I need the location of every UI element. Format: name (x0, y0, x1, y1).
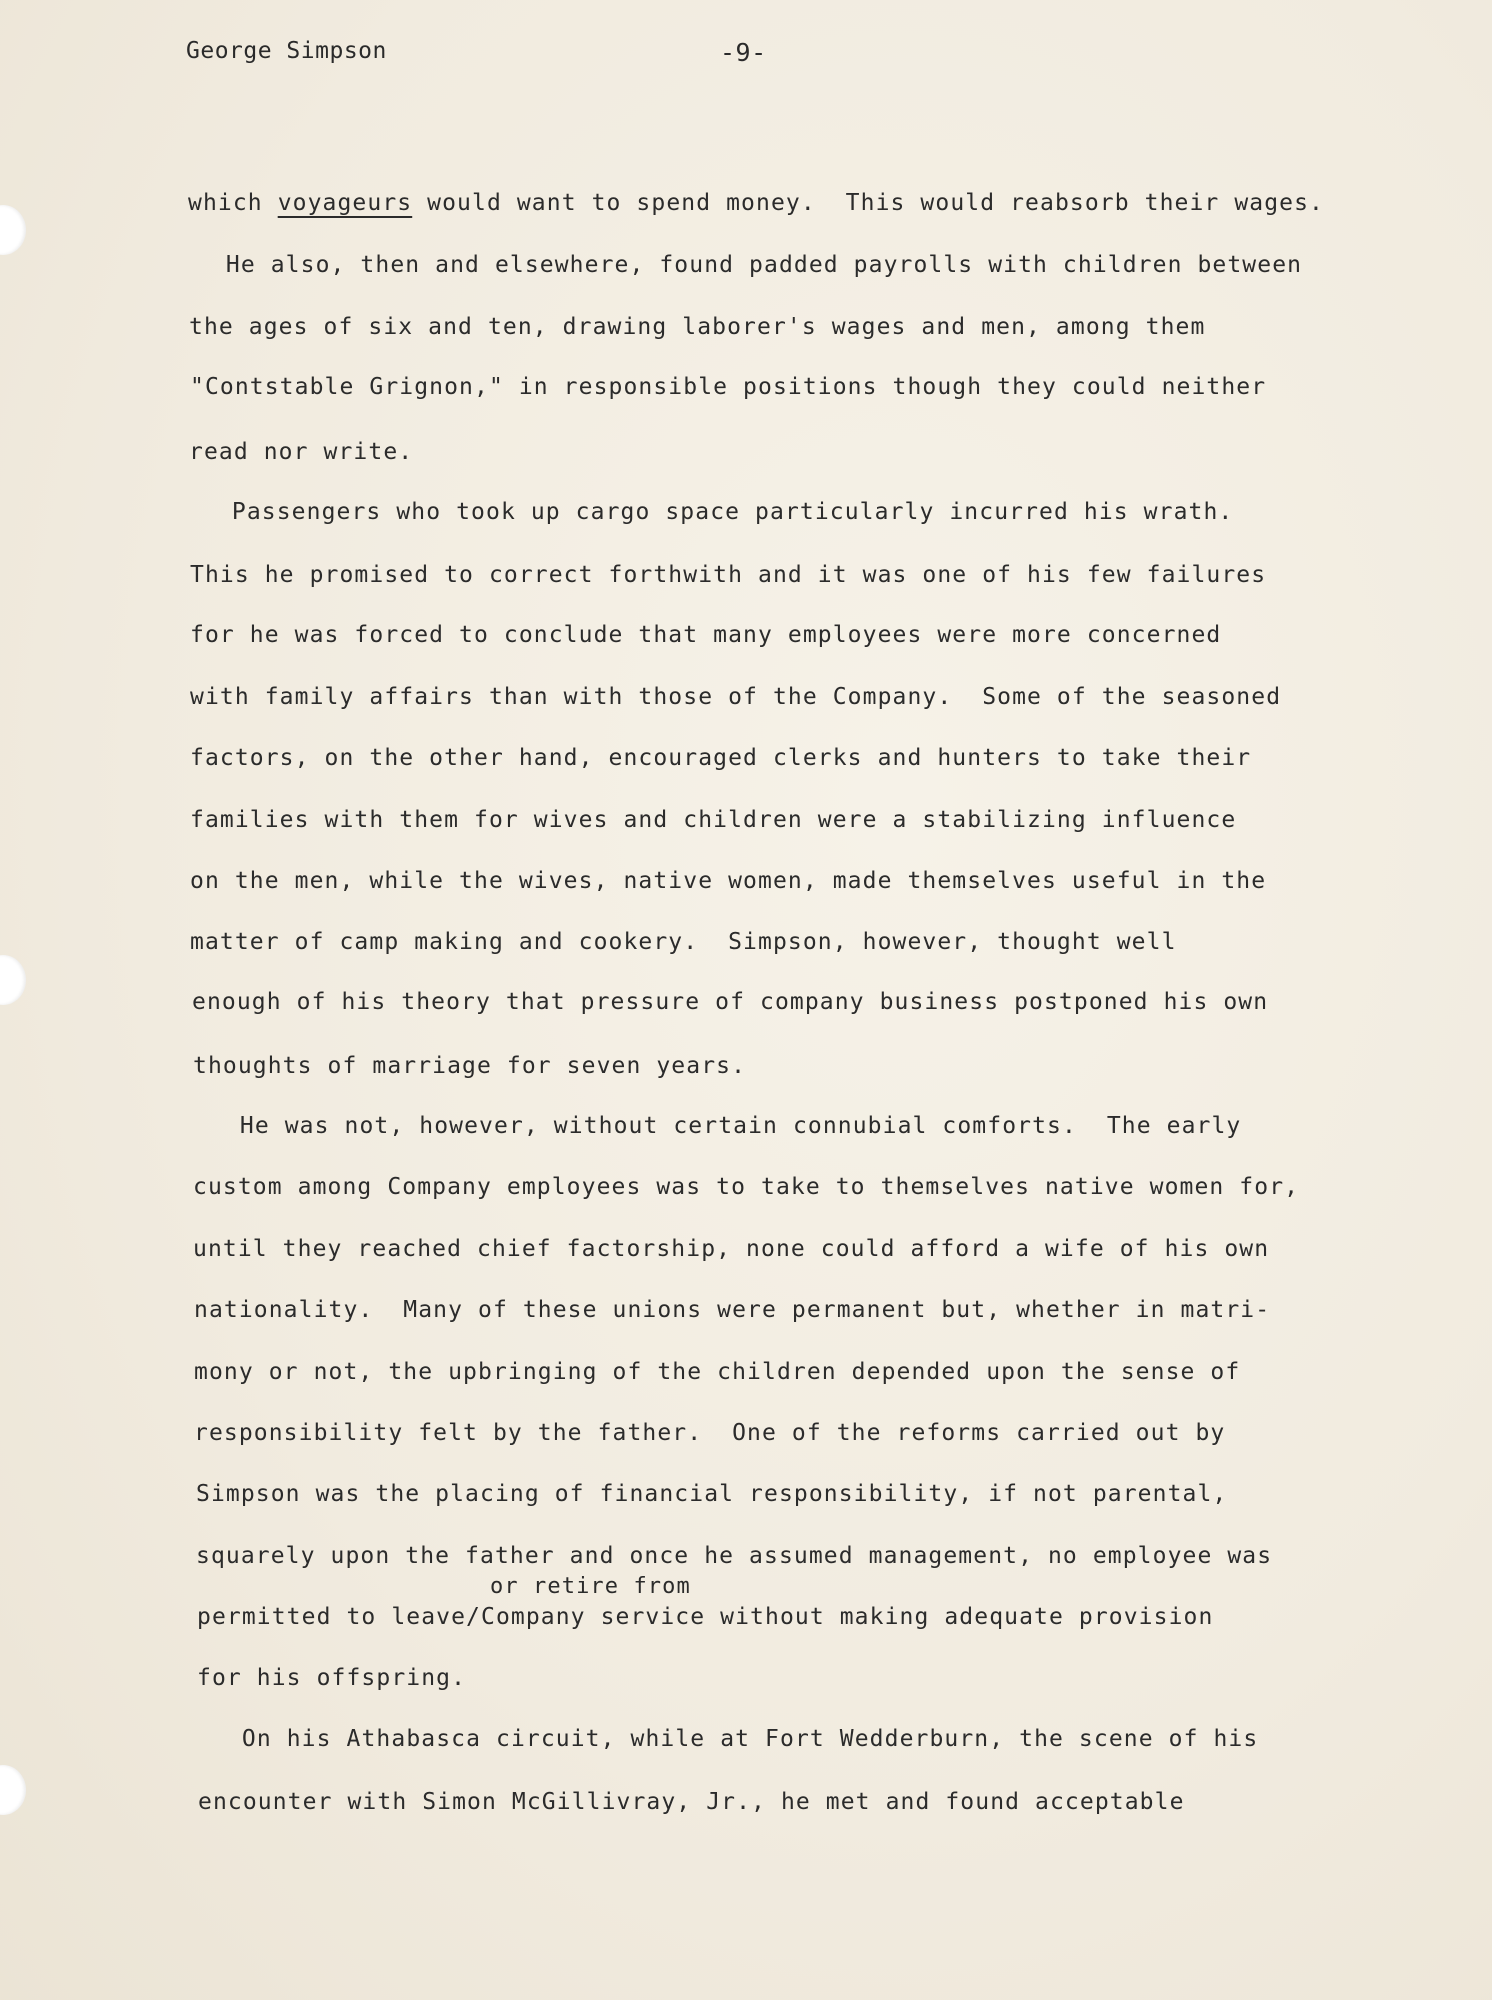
body-line-3: the ages of six and ten, drawing laborer's wages and men, among them (189, 314, 1206, 340)
punch-hole-bottom (0, 1765, 26, 1815)
underlined-word: voyageurs (277, 190, 413, 216)
body-line-11: families with them for wives and children were a stabilizing influence (190, 807, 1237, 833)
body-line-1-pre: which (188, 190, 278, 216)
body-line-18: until they reached chief factorship, none could afford a wife of his own (193, 1236, 1270, 1262)
body-line-20: mony or not, the upbringing of the children depended upon the sense of (194, 1359, 1241, 1385)
body-line-24: permitted to leave/Company service without making adequate provision (197, 1604, 1214, 1630)
body-line-15: thoughts of marriage for seven years. (193, 1053, 747, 1079)
page-header (186, 38, 1336, 72)
body-line-7: This he promised to correct forthwith and it was one of his few failures (190, 562, 1267, 588)
body-line-5: read nor write. (189, 439, 414, 465)
body-line-10: factors, on the other hand, encouraged clerks and hunters to take their (190, 745, 1252, 771)
body-line-13: matter of camp making and cookery. Simpson, however, thought well (190, 929, 1177, 955)
body-line-22: Simpson was the placing of financial responsibility, if not parental, (196, 1481, 1228, 1507)
body-line-8: for he was forced to conclude that many employees were more concerned (190, 622, 1222, 648)
body-line-1-post: would want to spend money. This would reabsorb their wages. (412, 190, 1324, 216)
body-line-26: On his Athabasca circuit, while at Fort Wedderburn, the scene of his (212, 1726, 1259, 1752)
body-line-23: squarely upon the father and once he assumed management, no employee was (196, 1543, 1273, 1569)
body-line-17: custom among Company employees was to take to themselves native women for, (193, 1174, 1300, 1200)
body-line-27: encounter with Simon McGillivray, Jr., he met and found acceptable (198, 1789, 1185, 1815)
interlinear-insertion: or retire from (490, 1574, 691, 1599)
body-line-21: responsibility felt by the father. One of the reforms carried out by (194, 1420, 1226, 1446)
punch-hole-middle (0, 955, 26, 1005)
body-line-19: nationality. Many of these unions were permanent but, whether in matri- (194, 1297, 1271, 1323)
body-line-4: "Contstable Grignon," in responsible positions though they could neither (190, 374, 1267, 400)
header-author: George Simpson (186, 38, 387, 64)
body-line-9: with family affairs than with those of the Company. Some of the seasoned (190, 684, 1282, 710)
body-line-2: He also, then and elsewhere, found padded payrolls with children between (196, 252, 1303, 278)
body-line-25: for his offspring. (197, 1665, 467, 1691)
punch-hole-top (0, 205, 26, 255)
body-line-14: enough of his theory that pressure of company business postponed his own (192, 989, 1269, 1015)
body-line-6: Passengers who took up cargo space particularly incurred his wrath. (202, 499, 1234, 525)
body-line-16: He was not, however, without certain connubial comforts. The early (210, 1113, 1242, 1139)
body-line-12: on the men, while the wives, native women, made themselves useful in the (190, 868, 1267, 894)
page-number: -9- (720, 38, 767, 67)
body-line-1 (188, 188, 1324, 218)
